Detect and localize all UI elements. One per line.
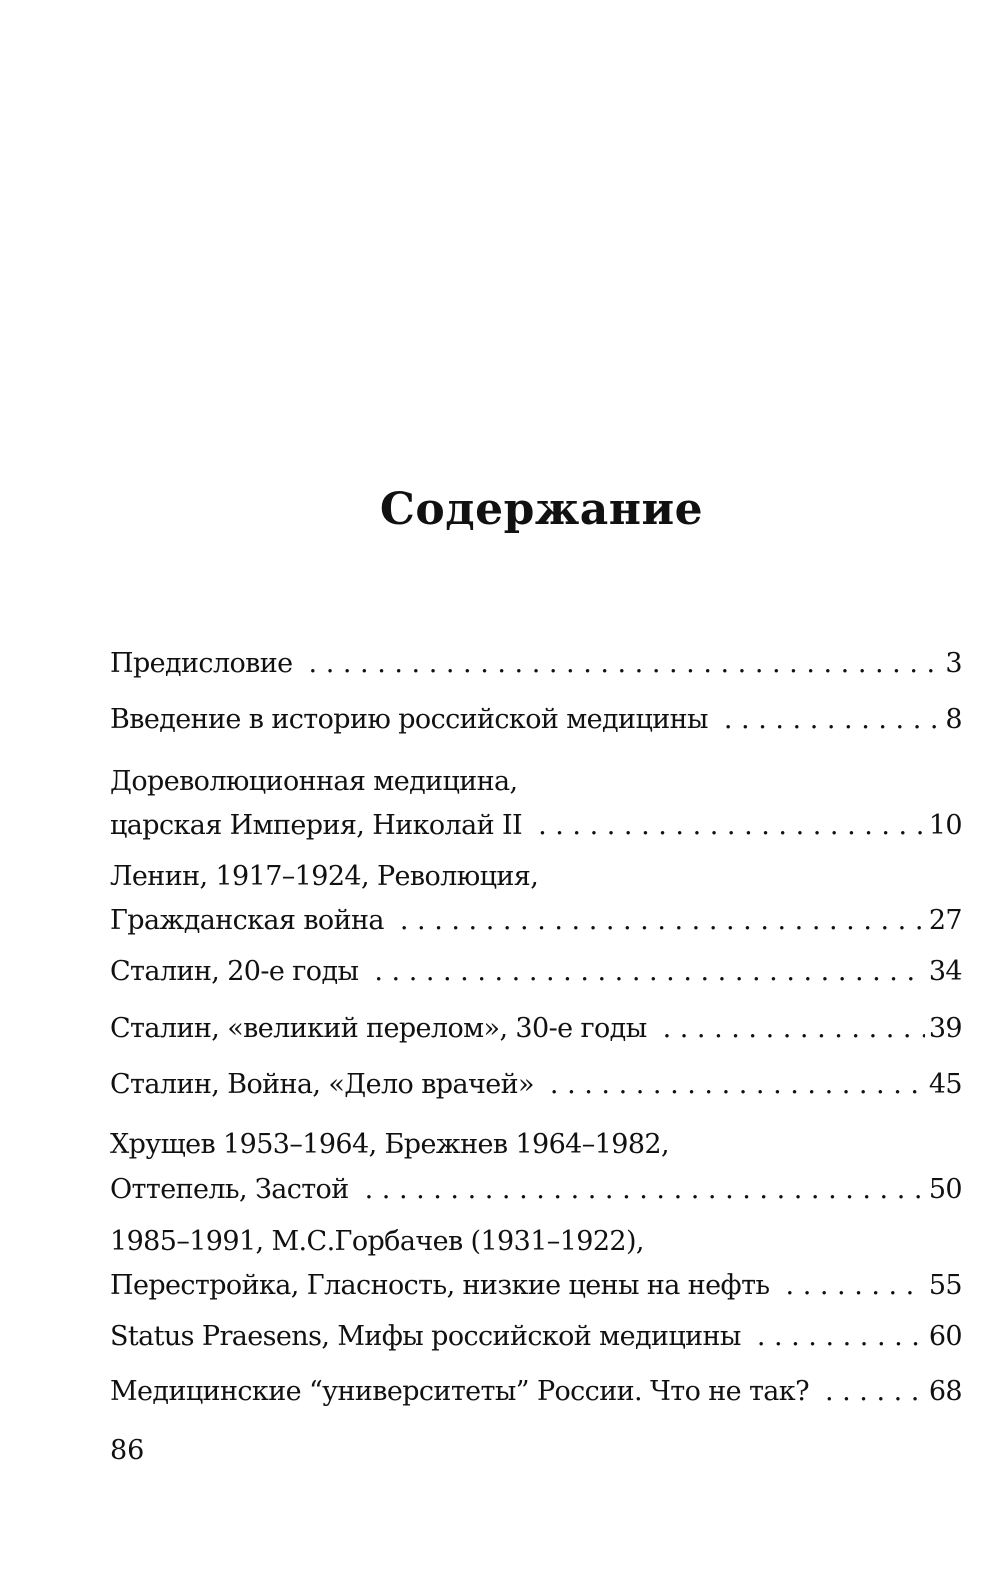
toc-entry-page: 50: [928, 1174, 962, 1205]
dot-leader: [400, 907, 925, 934]
toc-entry-page: 68: [928, 1376, 962, 1407]
toc-entry-page: 55: [928, 1270, 962, 1301]
toc-entry-line: [110, 650, 962, 698]
toc-entry-page: 27: [928, 905, 962, 936]
toc-entry-line: [110, 812, 962, 860]
toc-entry: [110, 1015, 962, 1063]
toc-entry-line: [110, 958, 962, 1006]
toc-entry: [110, 650, 962, 698]
toc-entry-line: [110, 1176, 962, 1224]
toc-entry-line: [110, 907, 962, 955]
dot-leader: [309, 650, 942, 677]
toc-entry: [110, 863, 962, 955]
toc-entry-line: [110, 706, 962, 754]
dot-leader: [825, 1378, 925, 1405]
toc-entry-title: Дореволюционная медицина,: [110, 766, 518, 797]
toc-entry: [110, 1323, 962, 1371]
toc-entry-title: 1985–1991, М.С.Горбачев (1931–1922),: [110, 1226, 644, 1257]
dot-leader: [724, 706, 942, 733]
dot-leader: [757, 1323, 925, 1350]
toc-entry-title: Ленин, 1917–1924, Революция,: [110, 861, 539, 892]
toc-entry-line: [110, 1015, 962, 1063]
toc-entry-title: Медицинские “университеты” России. Что не так?: [110, 1376, 809, 1407]
toc-entry-page: 3: [945, 648, 962, 679]
toc-entry-page: 8: [945, 704, 962, 735]
dot-leader: [365, 1176, 925, 1203]
toc-entry-title: Status Praesens, Мифы российской медицины: [110, 1321, 741, 1352]
page-title: Содержание: [379, 484, 704, 535]
dot-leader: [663, 1015, 925, 1042]
dot-leader: [374, 958, 924, 985]
toc-entry-page: 10: [928, 810, 962, 841]
toc-entry-title: Сталин, 20-е годы: [110, 956, 359, 987]
toc-entry-title: Хрущев 1953–1964, Брежнев 1964–1982,: [110, 1129, 669, 1160]
toc-entry-title: Сталин, «великий перелом», 30-е годы: [110, 1013, 647, 1044]
toc-entry-title-continued: Оттепель, Застой: [110, 1174, 349, 1205]
toc-entry: [110, 1131, 962, 1224]
toc-entry: [110, 1228, 962, 1320]
toc-entry-line: [110, 1071, 962, 1119]
toc-entry-line: [110, 1272, 962, 1320]
toc-entry-title: Введение в историю российской медицины: [110, 704, 708, 735]
toc-entry-line: [110, 1378, 962, 1426]
toc-entry-page: 34: [928, 956, 962, 987]
toc-entry-title: Предисловие: [110, 648, 293, 679]
toc-entry-page: 39: [928, 1013, 962, 1044]
toc-entry: [110, 1378, 962, 1426]
toc-entry: [110, 1071, 962, 1119]
dot-leader: [786, 1272, 925, 1299]
toc-entry-line: [110, 1323, 962, 1371]
toc-entry-page: 60: [928, 1321, 962, 1352]
toc-entry: [110, 768, 962, 860]
toc-entry-line: [110, 768, 962, 812]
toc-entry-line: [110, 1131, 962, 1176]
toc-entry-title-continued: Перестройка, Гласность, низкие цены на нефть: [110, 1270, 770, 1301]
toc-entry: [110, 958, 962, 1006]
dot-leader: [538, 812, 925, 839]
toc-entry-page: 45: [928, 1069, 962, 1100]
toc-entry-title-continued: царская Империя, Николай II: [110, 810, 523, 841]
toc-entry-title-continued: Гражданская война: [110, 905, 384, 936]
toc-entry-line: [110, 863, 962, 907]
toc-entry-line: [110, 1228, 962, 1272]
toc-entry: [110, 706, 962, 754]
dot-leader: [550, 1071, 925, 1098]
toc-entry-title: Сталин, Война, «Дело врачей»: [110, 1069, 534, 1100]
page-number: 86: [110, 1435, 145, 1466]
